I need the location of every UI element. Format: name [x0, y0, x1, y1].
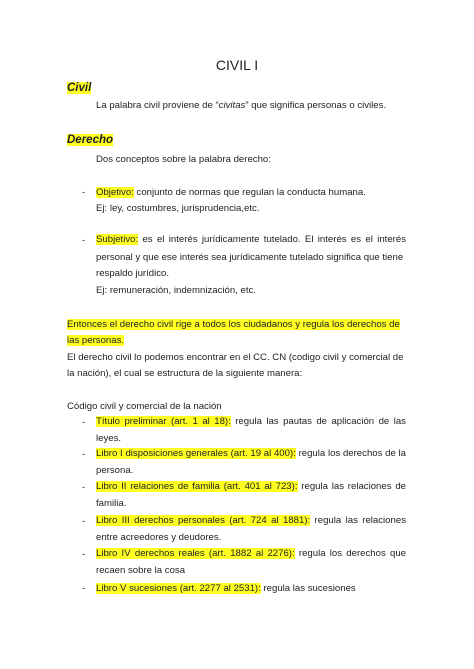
code-item-bullet: - — [82, 583, 86, 594]
objetivo-text: conjunto de normas que regulan la conducta humana. — [133, 187, 366, 198]
code-item-bullet: - — [82, 516, 86, 527]
heading-civil — [67, 82, 91, 94]
code-item-continuation: recaen sobre la cosa — [96, 565, 186, 576]
subjetivo-line-2: personal y que ese interés sea jurídicamente tutelado significa que tiene — [96, 252, 404, 263]
page-title: CIVIL I — [215, 57, 259, 73]
code-item-rest: regula las relaciones — [310, 515, 406, 526]
code-item-line — [96, 414, 406, 430]
code-item-continuation: leyes. — [96, 433, 122, 444]
code-item-bullet: - — [82, 417, 86, 428]
code-item-rest: regula los derechos de la — [295, 448, 406, 459]
code-item-continuation: persona. — [96, 465, 134, 476]
code-item-highlight: Libro IV derechos reales (art. 1882 al 2276): — [96, 548, 295, 559]
code-item-line — [96, 479, 406, 495]
subjetivo-text-1: es el interés jurídicamente tutelado. El interés es el interés — [138, 234, 406, 245]
heading-derecho — [67, 134, 113, 146]
code-item-bullet: - — [82, 549, 86, 560]
code-item-highlight: Título preliminar (art. 1 al 18): — [96, 416, 231, 427]
code-item-continuation: familia. — [96, 498, 127, 509]
subjetivo-bullet: - — [82, 235, 86, 246]
derecho-intro: Dos conceptos sobre la palabra derecho: — [96, 154, 271, 165]
civil-para-italic: civitas — [218, 100, 246, 111]
code-item-rest: regula las pautas de aplicación de las — [230, 416, 406, 427]
highlight-para-text-1: Entonces el derecho civil rige a todos los ciudadanos y regula los derechos de — [67, 319, 400, 330]
code-item-rest: regula los derechos que — [294, 548, 406, 559]
code-item-highlight: Libro II relaciones de familia (art. 401 al 723): — [96, 481, 298, 492]
code-para-line-1: El derecho civil lo podemos encontrar en el CC. CN (codigo civil y comercial de — [67, 352, 404, 363]
civil-para-pre: La palabra civil proviene de “ — [96, 100, 219, 111]
objetivo-line — [96, 186, 366, 199]
code-item-line — [96, 446, 406, 462]
code-item-line — [96, 546, 406, 562]
code-item-rest: regula las relaciones de — [297, 481, 406, 492]
code-item-highlight: Libro III derechos personales (art. 724 al 1881): — [96, 515, 311, 526]
code-item-line — [96, 582, 356, 595]
subjetivo-line-3: respaldo jurídico. — [96, 268, 170, 279]
heading-derecho-text: Derecho — [67, 134, 114, 146]
code-item-bullet: - — [82, 482, 86, 493]
objetivo-term: Objetivo: — [96, 187, 134, 198]
highlight-para-text-2: las personas. — [67, 335, 125, 346]
objetivo-bullet: - — [82, 187, 86, 198]
civil-paragraph — [96, 99, 386, 112]
code-list-heading: Código civil y comercial de la nación — [67, 401, 222, 412]
code-item-continuation: entre acreedores y deudores. — [96, 532, 222, 543]
subjetivo-line-1 — [96, 232, 406, 248]
civil-para-post: ” que significa personas o civiles. — [245, 100, 387, 111]
highlight-para-line-2 — [67, 334, 124, 347]
subjetivo-example: Ej: remuneración, indemnización, etc. — [96, 285, 256, 296]
highlight-para-line-1 — [67, 318, 400, 331]
code-item-bullet: - — [82, 449, 86, 460]
code-item-highlight: Libro I disposiciones generales (art. 19 al 400): — [96, 448, 296, 459]
subjetivo-term: Subjetivo: — [96, 234, 139, 245]
code-item-highlight: Libro V sucesiones (art. 2277 al 2531): — [96, 583, 261, 594]
code-item-line — [96, 513, 406, 529]
heading-civil-text: Civil — [67, 82, 92, 94]
code-para-line-2: la nación), el cual se estructura de la siguiente manera: — [67, 368, 303, 379]
code-item-rest: regula las sucesiones — [260, 583, 356, 594]
objetivo-example: Ej: ley, costumbres, jurisprudencia,etc. — [96, 203, 260, 214]
